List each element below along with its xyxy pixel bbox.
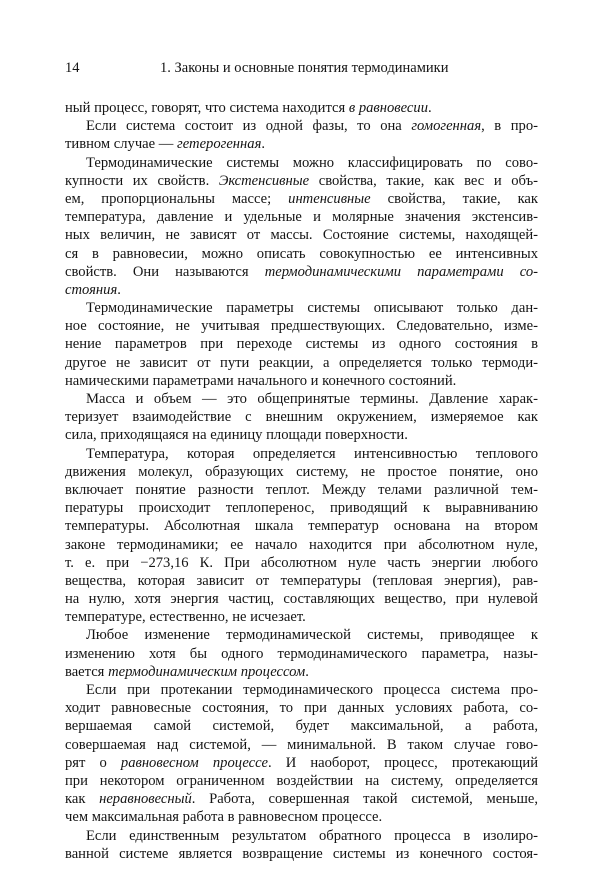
text-segment: намическими параметрами начального и конечного состояний.	[65, 372, 457, 389]
text-line	[65, 572, 538, 590]
text-segment: купности их свойств.	[65, 172, 219, 189]
page-number: 14	[65, 60, 80, 76]
text-segment: ванной системе является возвращение системы из конечного состоя-	[65, 845, 538, 862]
text-segment: ный процесс, говорят, что система находится	[65, 100, 349, 116]
running-title: 1. Законы и основные понятия термодинамики	[160, 60, 449, 76]
text-line	[65, 426, 538, 444]
italic-term: стояния	[65, 281, 118, 298]
text-line	[65, 99, 538, 117]
text-segment: , в про-	[481, 118, 538, 135]
text-line	[65, 772, 538, 790]
text-line	[65, 190, 538, 208]
text-segment: ных величин, не зависят от массы. Состояние системы, находящей-	[65, 227, 538, 244]
italic-term: равновесном процессе	[120, 754, 268, 771]
text-segment: свойств. Они называются	[65, 263, 265, 280]
text-segment: температуре, естественно, не исчезает.	[65, 609, 306, 626]
text-segment: ем, пропорциональны массе;	[65, 190, 289, 207]
text-segment: .	[117, 281, 121, 298]
text-segment: законе термодинамики; ее начало находится при абсолютном нуле,	[65, 536, 538, 553]
text-line	[65, 245, 538, 263]
text-segment: как	[65, 791, 100, 808]
text-segment: . И наоборот, процесс, протекающий	[267, 754, 538, 771]
text-line	[65, 845, 538, 863]
text-line	[65, 645, 538, 663]
italic-term: в равновесии	[348, 100, 428, 116]
text-line	[65, 135, 538, 153]
text-segment: .	[305, 663, 309, 680]
text-line	[65, 808, 538, 826]
text-segment: Если единственным результатом обратного процесса в изолиро-	[86, 827, 538, 844]
text-line	[65, 790, 538, 808]
text-line	[65, 208, 538, 226]
text-line	[65, 317, 538, 335]
text-segment: температуры. Абсолютная шкала температур основана на втором	[65, 518, 538, 535]
text-segment: вершаемая самой системой, будет максимальной, а работа,	[65, 718, 538, 735]
text-segment: ходит равновесные состояния, то при данных условиях работа, со-	[65, 700, 538, 717]
text-line	[65, 717, 538, 735]
running-header	[65, 60, 538, 80]
text-segment: сила, приходящаяся на единицу площади поверхности.	[65, 427, 408, 444]
text-segment: нение параметров при переходе системы из одного состояния в	[65, 336, 538, 353]
text-segment: совершаемая над системой, — минимальной. В таком случае гово-	[65, 736, 538, 753]
text-line	[65, 517, 538, 535]
text-segment: чем максимальная работа в равновесном процессе.	[65, 809, 383, 826]
text-line	[65, 681, 538, 699]
text-line	[65, 754, 538, 772]
text-line	[65, 608, 538, 626]
text-segment: при некотором ограниченном воздействии на систему, определяется	[65, 772, 538, 789]
text-segment: т. е. при −273,16 К. При абсолютном нуле часть энергии любого	[65, 554, 538, 571]
text-segment: Если система состоит из одной фазы, то она	[86, 118, 412, 135]
italic-term: термодинамическим процессом	[108, 663, 306, 680]
text-segment: Термодинамические системы можно классифицировать по сово-	[86, 154, 538, 171]
text-segment: пературы происходит теплоперенос, приводящий к выравниванию	[65, 500, 538, 517]
text-segment: вещества, которая зависит от температуры (тепловая энергия), рав-	[65, 572, 538, 589]
text-segment: . Работа, совершенная такой системой, меньше,	[191, 791, 538, 808]
text-line	[65, 663, 538, 681]
text-line	[65, 699, 538, 717]
text-line	[65, 536, 538, 554]
text-line	[65, 117, 538, 135]
text-line	[65, 445, 538, 463]
text-line	[65, 408, 538, 426]
text-segment: Термодинамические параметры системы описывают только дан-	[86, 300, 538, 317]
text-line	[65, 481, 538, 499]
text-segment: ся в равновесии, можно описать совокупностью ее интенсивных	[65, 245, 538, 262]
text-segment: температура, давление и удельные и молярные значения экстенсив-	[65, 209, 538, 226]
text-segment: свойства, такие, как вес и объ-	[309, 172, 538, 189]
text-line	[65, 499, 538, 517]
italic-term: гомогенная	[411, 118, 482, 135]
text-segment: тивном случае —	[65, 136, 178, 153]
text-line	[65, 263, 538, 281]
text-segment: теризует взаимодействие с внешним окружением, измеряемое как	[65, 409, 538, 426]
text-line	[65, 172, 538, 190]
text-line	[65, 281, 538, 299]
text-line	[65, 827, 538, 845]
text-segment: Если при протекании термодинамического процесса система про-	[86, 682, 538, 698]
text-line	[65, 354, 538, 372]
text-line	[65, 299, 538, 317]
text-segment: другое не зависит от пути реакции, а определяется только термоди-	[65, 354, 538, 371]
italic-term: интенсивные	[288, 190, 371, 207]
text-line	[65, 335, 538, 353]
italic-term: гетерогенная	[177, 136, 262, 153]
text-line	[65, 736, 538, 754]
text-segment: ное состояние, не учитывая предшествующих. Следовательно, изме-	[65, 318, 538, 335]
text-segment: Масса и объем — это общепринятые термины. Давление харак-	[86, 391, 538, 407]
text-segment: движения молекул, образующих систему, не простое понятие, оно	[65, 463, 538, 480]
body-text	[65, 99, 538, 863]
text-segment: Температура, которая определяется интенсивностью теплового	[86, 445, 538, 462]
text-segment: вается	[65, 663, 109, 680]
text-line	[65, 554, 538, 572]
text-segment: включает понятие разности теплот. Между телами различной тем-	[65, 481, 538, 498]
italic-term: термодинамическими параметрами со-	[264, 263, 538, 280]
text-line	[65, 463, 538, 481]
text-segment: свойства, такие, как	[370, 190, 538, 207]
text-segment: рят о	[65, 754, 121, 771]
text-segment: на нулю, хотя энергия частиц, составляющих вещество, при нулевой	[65, 591, 538, 608]
text-segment: .	[428, 100, 432, 116]
text-segment: .	[261, 136, 266, 153]
text-line	[65, 154, 538, 172]
text-line	[65, 590, 538, 608]
text-line	[65, 390, 538, 408]
italic-term: Экстенсивные	[218, 172, 310, 189]
text-segment: изменению хотя бы одного термодинамического параметра, назы-	[65, 645, 538, 662]
text-line	[65, 626, 538, 644]
text-segment: Любое изменение термодинамической системы, приводящее к	[86, 627, 538, 644]
italic-term: неравновесный	[99, 791, 192, 808]
text-line	[65, 372, 538, 390]
text-line	[65, 226, 538, 244]
